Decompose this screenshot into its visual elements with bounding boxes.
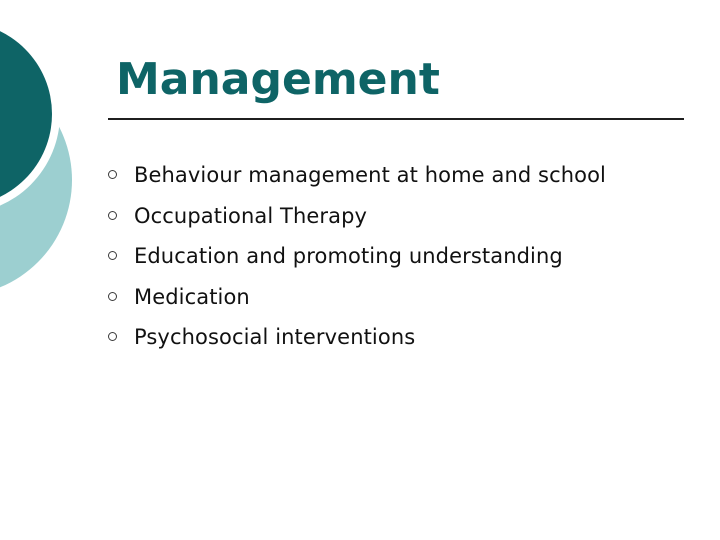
bullet-text: Psychosocial interventions — [134, 325, 416, 350]
bullet-text: Occupational Therapy — [134, 203, 368, 228]
bullet-circle-icon — [108, 292, 117, 301]
title-divider — [108, 118, 684, 120]
bullet-circle-icon — [108, 170, 117, 179]
bullet-circle-icon — [108, 251, 117, 260]
bullet-item — [108, 317, 606, 358]
bullet-item — [108, 236, 606, 277]
slide-title: Management — [116, 54, 440, 105]
bullet-circle-icon — [108, 211, 117, 220]
bullet-text: Behaviour management at home and school — [134, 163, 606, 188]
bullet-circle-icon — [108, 332, 117, 341]
bullet-list — [108, 155, 606, 358]
bullet-item — [108, 155, 606, 196]
decorative-circles — [0, 0, 120, 300]
bullet-item — [108, 196, 606, 237]
bullet-item — [108, 277, 606, 318]
bullet-text: Education and promoting understanding — [134, 244, 563, 269]
bullet-text: Medication — [134, 284, 250, 309]
